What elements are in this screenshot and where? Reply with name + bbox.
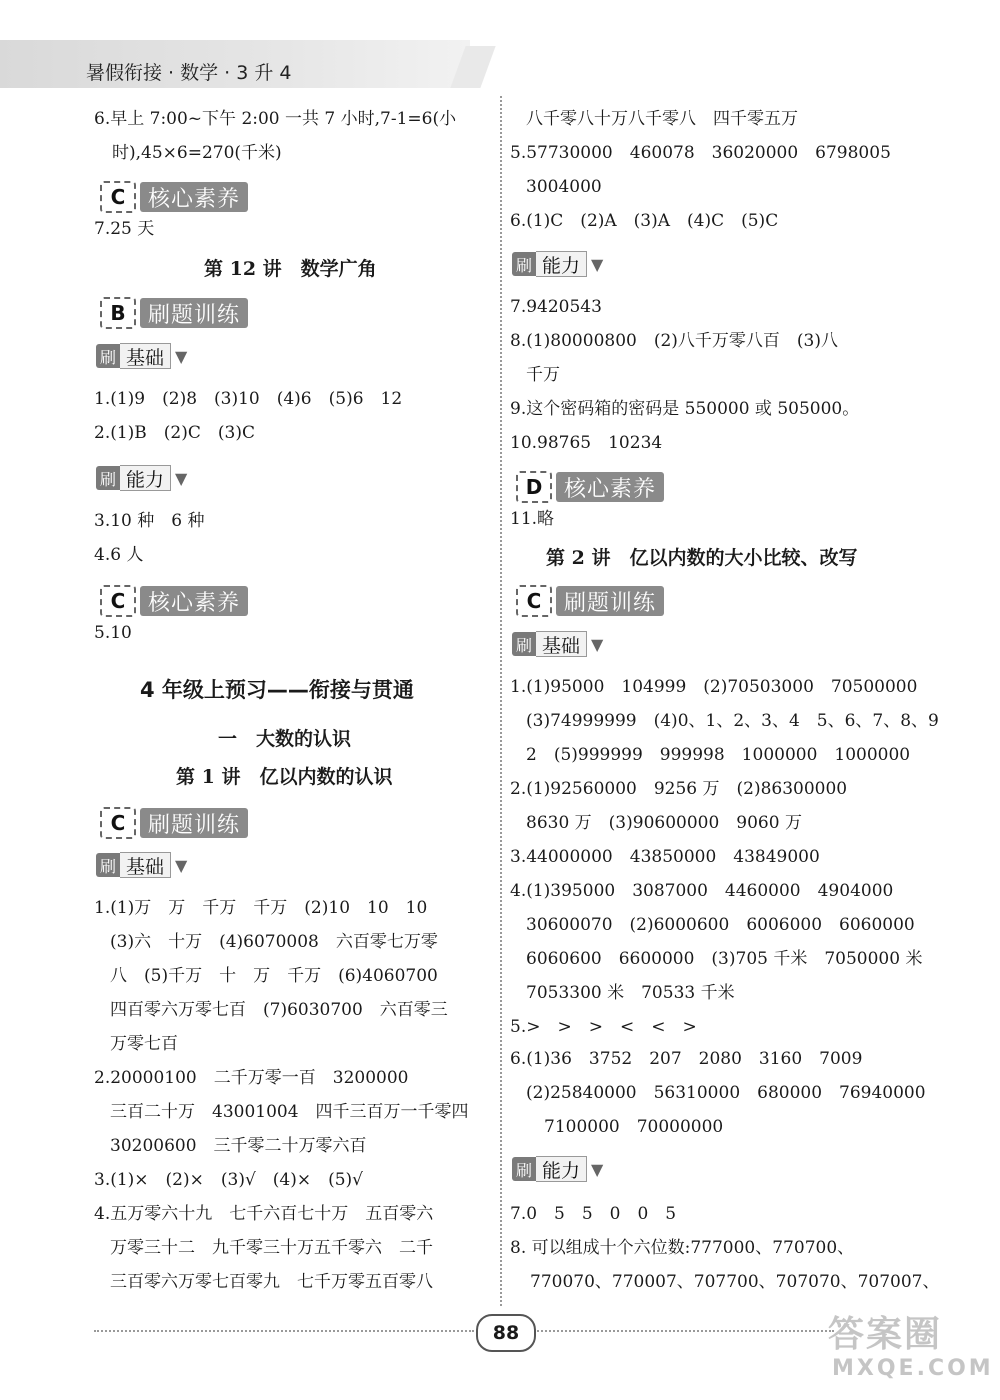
answer-line: 7053300 米 70533 千米 bbox=[526, 983, 735, 1003]
unit-heading: 4 年级上预习——衔接与贯通 bbox=[140, 678, 414, 702]
answer-line: 2.20000100 二千万零一百 3200000 bbox=[94, 1068, 409, 1088]
lesson-heading: 第 12 讲 数学广角 bbox=[204, 258, 377, 280]
shua-badge: 刷 bbox=[96, 853, 120, 877]
answer-line: 2 (5)999999 999998 1000000 1000000 bbox=[526, 745, 911, 765]
sub-header-basic bbox=[512, 631, 603, 657]
section-title: 刷题训练 bbox=[140, 298, 248, 328]
section-letter: C bbox=[100, 585, 136, 617]
shua-badge: 刷 bbox=[512, 1157, 536, 1181]
footer-rule bbox=[94, 1330, 474, 1332]
answer-line: 万零三十二 九千零三十万五千零六 二千 bbox=[110, 1238, 433, 1258]
section-title: 刷题训练 bbox=[140, 808, 248, 838]
answer-line: 2.(1)92560000 9256 万 (2)86300000 bbox=[510, 779, 848, 799]
section-title: 核心素养 bbox=[140, 586, 248, 616]
sub-header-basic bbox=[96, 343, 187, 369]
section-header-core bbox=[100, 182, 248, 212]
answer-line: 770070、770007、707700、707070、707007、 bbox=[530, 1272, 940, 1292]
chapter-heading: 一 大数的认识 bbox=[218, 728, 352, 750]
section-title: 核心素养 bbox=[140, 182, 248, 212]
section-letter: C bbox=[516, 585, 552, 617]
answer-line: 5.10 bbox=[94, 623, 132, 643]
column-divider bbox=[500, 96, 502, 1306]
answer-line: 1.(1)9 (2)8 (3)10 (4)6 (5)6 12 bbox=[94, 389, 403, 409]
section-header-practice bbox=[100, 298, 248, 328]
triangle-down-icon: ▼ bbox=[175, 346, 188, 366]
triangle-down-icon: ▼ bbox=[591, 634, 604, 654]
sub-label: 基础 bbox=[120, 852, 171, 878]
answer-line: 5.57730000 460078 36020000 6798005 bbox=[510, 143, 891, 163]
watermark-url: MXQE.COM bbox=[832, 1356, 994, 1381]
section-title: 刷题训练 bbox=[556, 586, 664, 616]
sub-header-ability bbox=[512, 251, 603, 277]
section-letter: D bbox=[516, 471, 552, 503]
answer-line: 1.(1)万 万 千万 千万 (2)10 10 10 bbox=[94, 898, 428, 918]
shua-badge: 刷 bbox=[96, 344, 120, 368]
answer-line: 6.(1)C (2)A (3)A (4)C (5)C bbox=[510, 211, 779, 231]
shua-badge: 刷 bbox=[512, 632, 536, 656]
answer-line: 2.(1)B (2)C (3)C bbox=[94, 423, 255, 443]
answer-line: 7100000 70000000 bbox=[544, 1117, 724, 1137]
answer-line: (3)六 十万 (4)6070008 六百零七万零 bbox=[110, 932, 438, 952]
answer-line: 6.早上 7:00~下午 2:00 一共 7 小时,7-1=6(小 bbox=[94, 109, 457, 129]
answer-line: 7.25 天 bbox=[94, 219, 155, 239]
answer-line: 11.略 bbox=[510, 509, 555, 529]
answer-line: 四百零六万零七百 (7)6030700 六百零三 bbox=[110, 1000, 448, 1020]
section-header-core bbox=[100, 586, 248, 616]
watermark-logo: 答案圈 bbox=[828, 1314, 943, 1355]
answer-line: (2)25840000 56310000 680000 76940000 bbox=[526, 1083, 926, 1103]
answer-line: 八 (5)千万 十 万 千万 (6)4060700 bbox=[110, 966, 438, 986]
answer-line: 三百二十万 43001004 四千三百万一千零四 bbox=[110, 1102, 469, 1122]
answer-line: 3004000 bbox=[526, 177, 602, 197]
triangle-down-icon: ▼ bbox=[591, 1159, 604, 1179]
answer-line: 八千零八十万八千零八 四千零五万 bbox=[526, 109, 798, 129]
shua-badge: 刷 bbox=[512, 252, 536, 276]
sub-header-ability bbox=[512, 1156, 603, 1182]
answer-line: 4.五万零六十九 七千六百七十万 五百零六 bbox=[94, 1204, 434, 1224]
sub-header-ability bbox=[96, 465, 187, 491]
section-letter: C bbox=[100, 181, 136, 213]
triangle-down-icon: ▼ bbox=[175, 855, 188, 875]
lesson-heading: 第 1 讲 亿以内数的认识 bbox=[176, 766, 393, 788]
answer-line: 30200600 三千零二十万零六百 bbox=[110, 1136, 367, 1156]
sub-label: 能力 bbox=[120, 465, 171, 491]
lesson-heading: 第 2 讲 亿以内数的大小比较、改写 bbox=[546, 547, 858, 569]
answer-line: 10.98765 10234 bbox=[510, 433, 663, 453]
section-letter: B bbox=[100, 297, 136, 329]
answer-line: 5.> > > < < > bbox=[510, 1017, 697, 1037]
header-title: 暑假衔接 · 数学 · 3 升 4 bbox=[86, 62, 292, 84]
answer-line: 8630 万 (3)90600000 9060 万 bbox=[526, 813, 802, 833]
answer-line: 8.(1)80000800 (2)八千万零八百 (3)八 bbox=[510, 331, 838, 351]
section-header-practice bbox=[516, 586, 664, 616]
section-header-core bbox=[516, 472, 664, 502]
answer-line: 千万 bbox=[526, 365, 560, 385]
sub-label: 基础 bbox=[536, 631, 587, 657]
answer-line: 3.44000000 43850000 43849000 bbox=[510, 847, 820, 867]
answer-line: 三百零六万零七百零九 七千万零五百零八 bbox=[110, 1272, 433, 1292]
triangle-down-icon: ▼ bbox=[591, 254, 604, 274]
sub-label: 能力 bbox=[536, 1156, 587, 1182]
section-header-practice bbox=[100, 808, 248, 838]
section-letter: C bbox=[100, 807, 136, 839]
answer-line: 万零七百 bbox=[110, 1034, 178, 1054]
watermark bbox=[820, 1306, 994, 1392]
footer-rule bbox=[534, 1330, 834, 1332]
answer-line: 9.这个密码箱的密码是 550000 或 505000。 bbox=[510, 399, 860, 419]
answer-line: 3.(1)× (2)× (3)√ (4)× (5)√ bbox=[94, 1170, 364, 1190]
answer-line: 1.(1)95000 104999 (2)70503000 70500000 bbox=[510, 677, 918, 697]
answer-line: 时),45×6=270(千米) bbox=[112, 143, 282, 163]
answer-line: 30600070 (2)6000600 6006000 6060000 bbox=[526, 915, 915, 935]
page-number: 88 bbox=[476, 1314, 536, 1352]
sub-header-basic bbox=[96, 852, 187, 878]
sub-label: 基础 bbox=[120, 343, 171, 369]
answer-line: 6.(1)36 3752 207 2080 3160 7009 bbox=[510, 1049, 863, 1069]
answer-line: 4.6 人 bbox=[94, 545, 144, 565]
answer-line: 3.10 种 6 种 bbox=[94, 511, 205, 531]
triangle-down-icon: ▼ bbox=[175, 468, 188, 488]
answer-line: 6060600 6600000 (3)705 千米 7050000 米 bbox=[526, 949, 923, 969]
answer-line: 8. 可以组成十个六位数:777000、770700、 bbox=[510, 1238, 855, 1258]
shua-badge: 刷 bbox=[96, 466, 120, 490]
section-title: 核心素养 bbox=[556, 472, 664, 502]
sub-label: 能力 bbox=[536, 251, 587, 277]
answer-line: 7.0 5 5 0 0 5 bbox=[510, 1204, 677, 1224]
answer-line: 7.9420543 bbox=[510, 297, 602, 317]
answer-line: (3)74999999 (4)0、1、2、3、4 5、6、7、8、9 bbox=[526, 711, 939, 731]
answer-line: 4.(1)395000 3087000 4460000 4904000 bbox=[510, 881, 894, 901]
